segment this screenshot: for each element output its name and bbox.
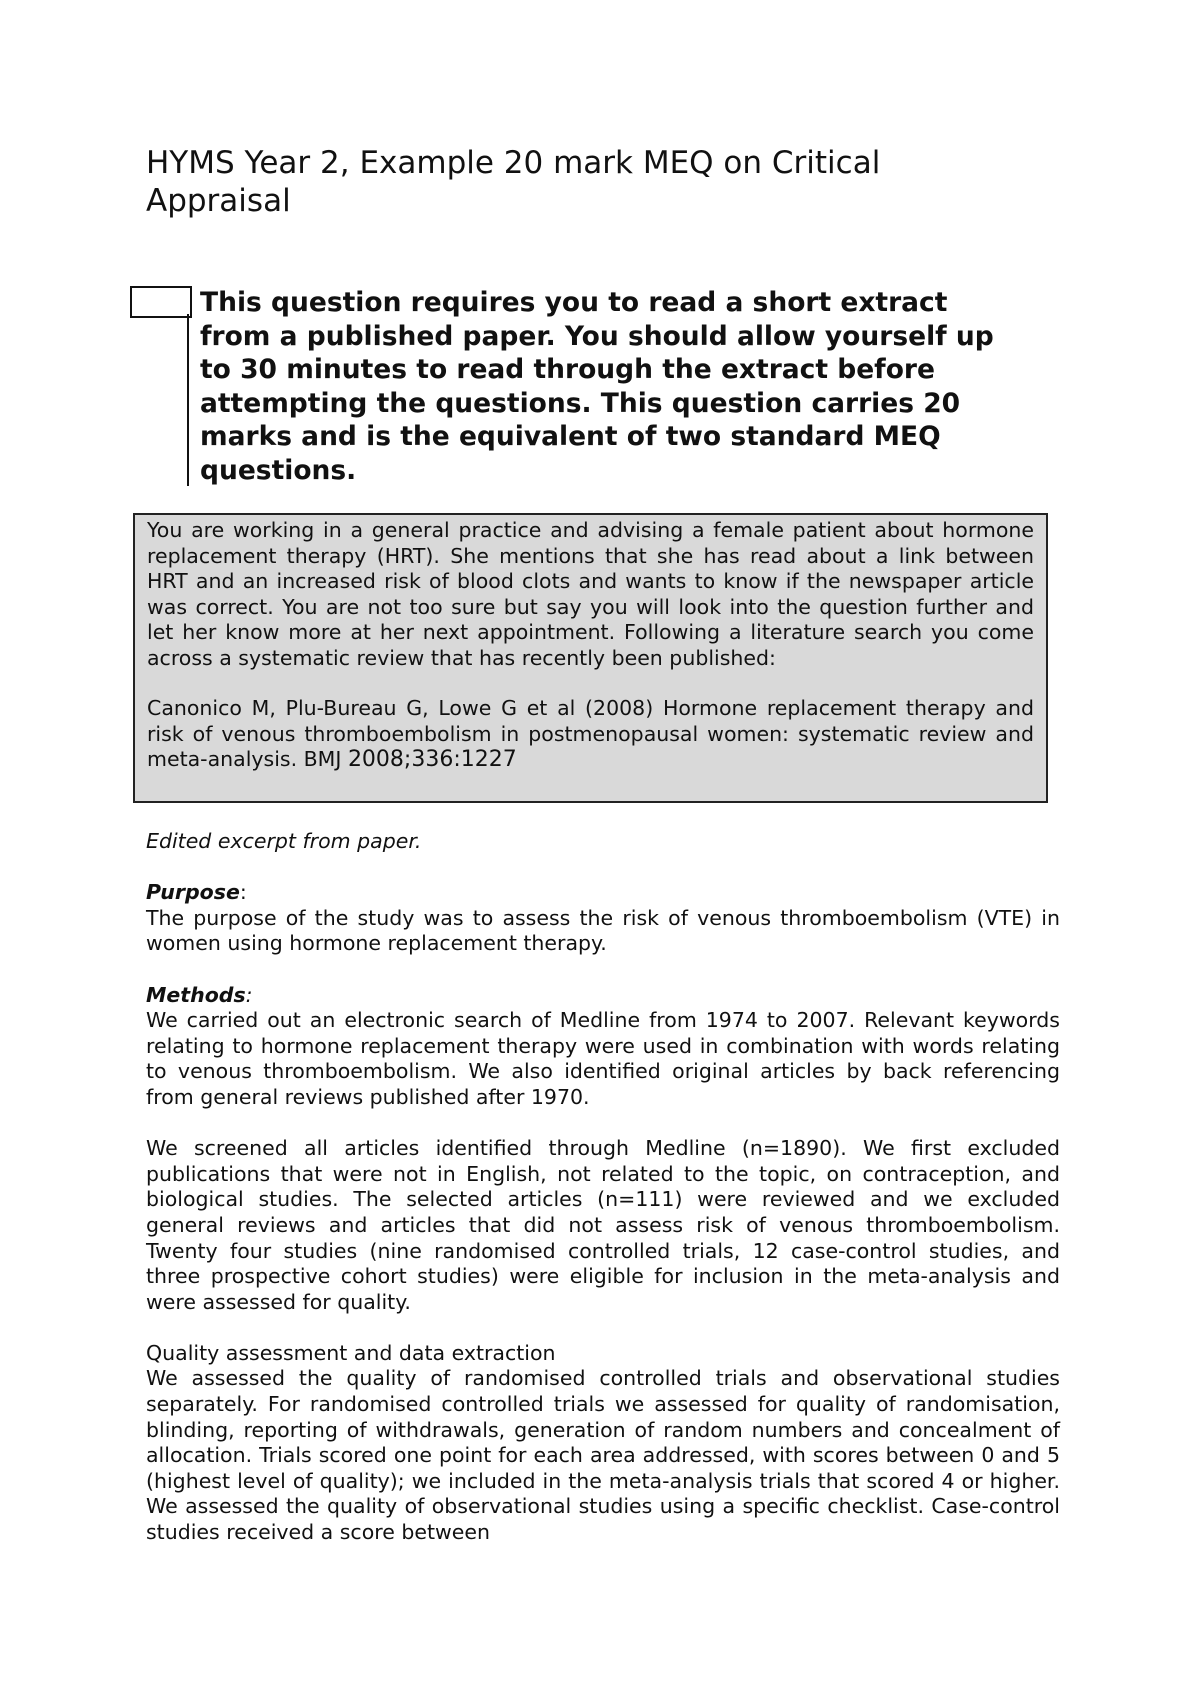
page-title: HYMS Year 2, Example 20 mark MEQ on Critical Appraisal [146,145,881,219]
purpose-heading: Purpose [146,880,240,905]
methods-heading: Methods [146,982,246,1007]
methods-heading-line [146,983,1060,1009]
scenario-text: You are working in a general practice and advising a female patient about hormone replacement therapy (HRT). She mentions that she has read about a link between HRT and an increased risk of blood clots and wants to know if the newspaper article was correct. You are not too sure but say you will look into the question further and let her know more at her next appointment. Following a literature search you come across a systematic review that has recently been published: [147,518,1034,670]
scenario-box [133,513,1048,803]
excerpt-label: Edited excerpt from paper. [146,829,422,853]
citation-text: Canonico M, Plu-Bureau G, Lowe G et al (2008) Hormone replacement therapy and risk of venous thromboembolism in postmenopausal women: systematic review and meta-analysis. BMJ [147,696,1034,771]
methods-paragraph-2: We screened all articles identified through Medline (n=1890). We first excluded publications that were not in English, not related to the topic, on contraception, and biological studies. The selected articles (n=111) were reviewed and we excluded general reviews and articles that did not assess risk of venous thromboembolism. Twenty four studies (nine randomised controlled trials, 12 case-control studies, and three prospective cohort studies) were eligible for inclusion in the meta-analysis and were assessed for quality. [146,1136,1060,1314]
citation-ref: 2008;336:1227 [347,747,517,772]
quality-heading: Quality assessment and data extraction [146,1340,556,1365]
instructions-rule [187,314,189,486]
purpose-text: The purpose of the study was to assess the risk of venous thromboembolism (VTE) in women using hormone replacement therapy. [146,905,1060,956]
citation [147,696,1034,773]
quality-text: We assessed the quality of randomised controlled trials and observational studies separately. For randomised controlled trials we assessed for quality of randomisation, blinding, reporting of withdrawals, generation of random numbers and concealment of allocation. Trials scored one point for each area addressed, with scores between 0 and 5 (highest level of quality); we included in the meta-analysis trials that scored 4 or higher. We assessed the quality of observational studies using a specific checklist. Case-control studies received a score between [146,1366,1060,1545]
methods-paragraph-1: We carried out an electronic search of Medline from 1974 to 2007. Relevant keywords relating to hormone replacement therapy were used in combination with words relating to venous thromboembolism. We also identified original articles by back referencing from general reviews published after 1970. [146,1008,1060,1109]
instructions-text: This question requires you to read a short extract from a published paper. You should allow yourself up to 30 minutes to read through the extract before attempting the questions. This question carries 20 marks and is the equivalent of two standard MEQ questions. [200,287,994,486]
purpose-colon: : [239,880,247,905]
methods-colon: : [245,982,253,1007]
excerpt-body [146,829,1060,1546]
purpose-heading-line [146,880,1060,906]
marks-box [130,286,192,318]
